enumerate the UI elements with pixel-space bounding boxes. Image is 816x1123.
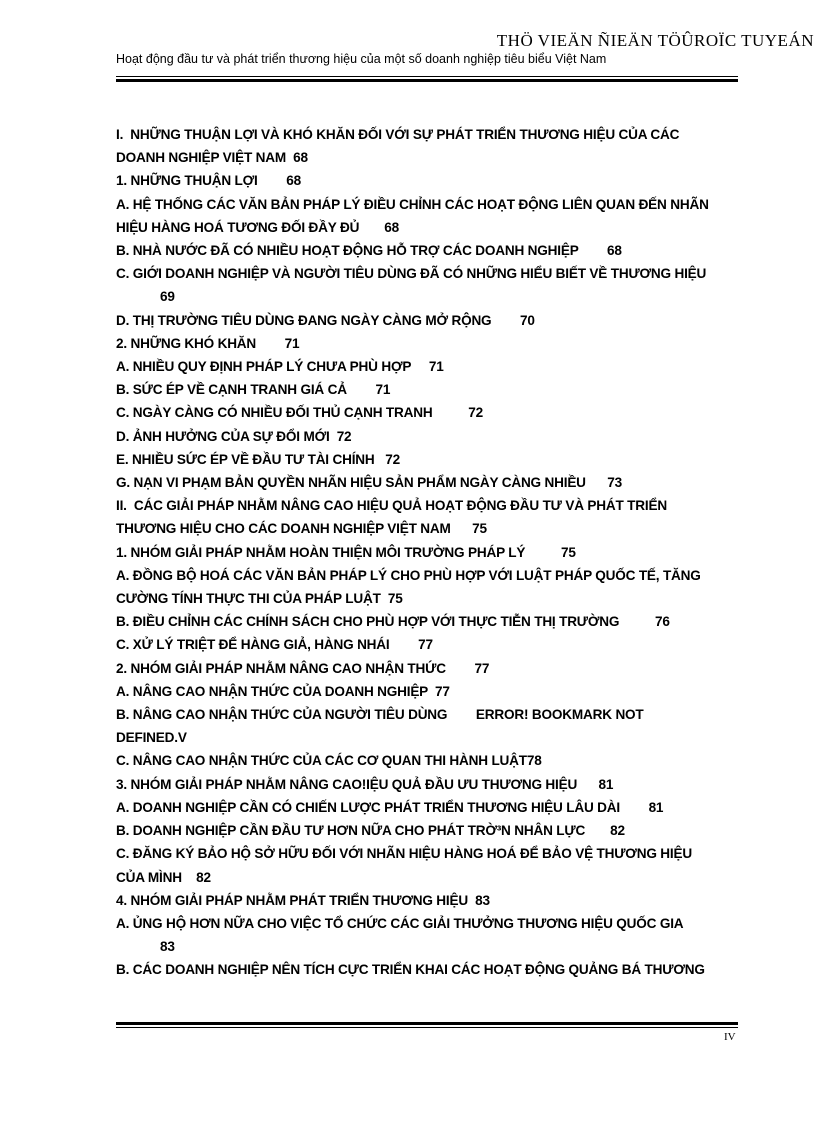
toc-entry: A. ỦNG HỘ HƠN NỮA CHO VIỆC TỔ CHỨC CÁC GIẢI THƯỞNG THƯƠNG HIỆU QUỐC GIA xyxy=(116,915,684,931)
toc-entry: 2. NHÓM GIẢI PHÁP NHẰM NÂNG CAO NHẬN THỨC 77 xyxy=(116,660,490,676)
toc-entry: B. NÂNG CAO NHẬN THỨC CỦA NGƯỜI TIÊU DÙNG ERROR! BOOKMARK NOT xyxy=(116,707,644,723)
toc-entry: 69 xyxy=(160,289,175,305)
toc-entry: 1. NHỮNG THUẬN LỢI 68 xyxy=(116,173,301,189)
toc-entry: DOANH NGHIỆP VIỆT NAM 68 xyxy=(116,150,308,166)
header-rule-thin xyxy=(116,76,738,77)
toc-entry: DEFINED.V xyxy=(116,730,187,746)
page-header: Hoạt động đầu tư và phát triển thương hiệu của một số doanh nghiệp tiêu biểu Việt Nam xyxy=(116,52,607,66)
toc-entry: 3. NHÓM GIẢI PHÁP NHẰM NÂNG CAO!IỆU QUẢ ĐẦU ƯU THƯƠNG HIỆU 81 xyxy=(116,776,614,792)
toc-entry: B. SỨC ÉP VỀ CẠNH TRANH GIÁ CẢ 71 xyxy=(116,382,391,398)
toc-entry: E. NHIỀU SỨC ÉP VỀ ĐẦU TƯ TÀI CHÍNH 72 xyxy=(116,451,400,467)
toc-entry: CỦA MÌNH 82 xyxy=(116,869,211,885)
toc-entry: B. CÁC DOANH NGHIỆP NÊN TÍCH CỰC TRIỂN KHAI CÁC HOẠT ĐỘNG QUẢNG BÁ THƯƠNG xyxy=(116,962,705,978)
toc-entry: THƯƠNG HIỆU CHO CÁC DOANH NGHIỆP VIỆT NAM 75 xyxy=(116,521,487,537)
toc-entry: C. GIỚI DOANH NGHIỆP VÀ NGƯỜI TIÊU DÙNG ĐÃ CÓ NHỮNG HIỂU BIẾT VỀ THƯƠNG HIỆU xyxy=(116,266,707,282)
toc-entry: A. ĐỒNG BỘ HOÁ CÁC VĂN BẢN PHÁP LÝ CHO PHÙ HỢP VỚI LUẬT PHÁP QUỐC TẾ, TĂNG xyxy=(116,567,701,583)
toc-entry: B. ĐIỀU CHỈNH CÁC CHÍNH SÁCH CHO PHÙ HỢP VỚI THỰC TIỄN THỊ TRƯỜNG 76 xyxy=(116,614,670,630)
toc-entry: A. DOANH NGHIỆP CẦN CÓ CHIẾN LƯỢC PHÁT TRIỂN THƯƠNG HIỆU LÂU DÀI 81 xyxy=(116,799,664,815)
toc-entry: B. NHÀ NƯỚC ĐÃ CÓ NHIỀU HOẠT ĐỘNG HỖ TRỢ CÁC DOANH NGHIỆP 68 xyxy=(116,243,622,259)
toc-entry: A. NHIỀU QUY ĐỊNH PHÁP LÝ CHƯA PHÙ HỢP 71 xyxy=(116,359,444,375)
toc-entry: 1. NHÓM GIẢI PHÁP NHẰM HOÀN THIỆN MÔI TRƯỜNG PHÁP LÝ 75 xyxy=(116,544,576,560)
toc-entry: B. DOANH NGHIỆP CẦN ĐẦU TƯ HƠN NỮA CHO PHÁT TRỜ³N NHÂN LỰC 82 xyxy=(116,823,625,839)
toc-entry: 2. NHỮNG KHÓ KHĂN 71 xyxy=(116,335,300,351)
toc-entry: C. NGÀY CÀNG CÓ NHIỀU ĐỐI THỦ CẠNH TRANH 72 xyxy=(116,405,483,421)
toc-entry: C. NÂNG CAO NHẬN THỨC CỦA CÁC CƠ QUAN THI HÀNH LUẬT78 xyxy=(116,753,542,769)
page-number: IV xyxy=(724,1031,736,1043)
toc-entry: G. NẠN VI PHẠM BẢN QUYỀN NHÃN HIỆU SẢN PHẨM NGÀY CÀNG NHIỀU 73 xyxy=(116,475,622,491)
footer-rule-thin xyxy=(116,1027,738,1028)
table-of-contents xyxy=(116,123,746,982)
toc-entry: CƯỜNG TÍNH THỰC THI CỦA PHÁP LUẬT 75 xyxy=(116,591,403,607)
toc-entry: C. ĐĂNG KÝ BẢO HỘ SỞ HỮU ĐỐI VỚI NHÃN HIỆU HÀNG HOÁ ĐỂ BẢO VỆ THƯƠNG HIỆU xyxy=(116,846,692,862)
toc-entry: 4. NHÓM GIẢI PHÁP NHẰM PHÁT TRIỂN THƯƠNG HIỆU 83 xyxy=(116,892,490,908)
toc-entry: II. CÁC GIẢI PHÁP NHẰM NÂNG CAO HIỆU QUẢ HOẠT ĐỘNG ĐẦU TƯ VÀ PHÁT TRIỂN xyxy=(116,498,667,514)
toc-entry: A. HỆ THỐNG CÁC VĂN BẢN PHÁP LÝ ĐIỀU CHỈNH CÁC HOẠT ĐỘNG LIÊN QUAN ĐẾN NHÃN xyxy=(116,196,709,212)
toc-entry: A. NÂNG CAO NHẬN THỨC CỦA DOANH NGHIỆP 77 xyxy=(116,683,450,699)
header-rule-thick xyxy=(116,79,738,82)
toc-entry: I. NHỮNG THUẬN LỢI VÀ KHÓ KHĂN ĐỐI VỚI SỰ PHÁT TRIỂN THƯƠNG HIỆU CỦA CÁC xyxy=(116,127,680,142)
toc-entry: C. XỬ LÝ TRIỆT ĐỂ HÀNG GIẢ, HÀNG NHÁI 77 xyxy=(116,637,433,653)
toc-entry: 83 xyxy=(160,939,175,955)
toc-entry: D. THỊ TRƯỜNG TIÊU DÙNG ĐANG NGÀY CÀNG MỞ RỘNG 70 xyxy=(116,312,535,328)
footer-rule-thick xyxy=(116,1022,738,1025)
watermark-text: THÖ VIEÄN ÑIEÄN TÖÛROÏC TUYEÁN xyxy=(496,31,814,50)
toc-entry: D. ẢNH HƯỞNG CỦA SỰ ĐỔI MỚI 72 xyxy=(116,428,352,444)
toc-entry: HIỆU HÀNG HOÁ TƯƠNG ĐỐI ĐẦY ĐỦ 68 xyxy=(116,219,399,235)
